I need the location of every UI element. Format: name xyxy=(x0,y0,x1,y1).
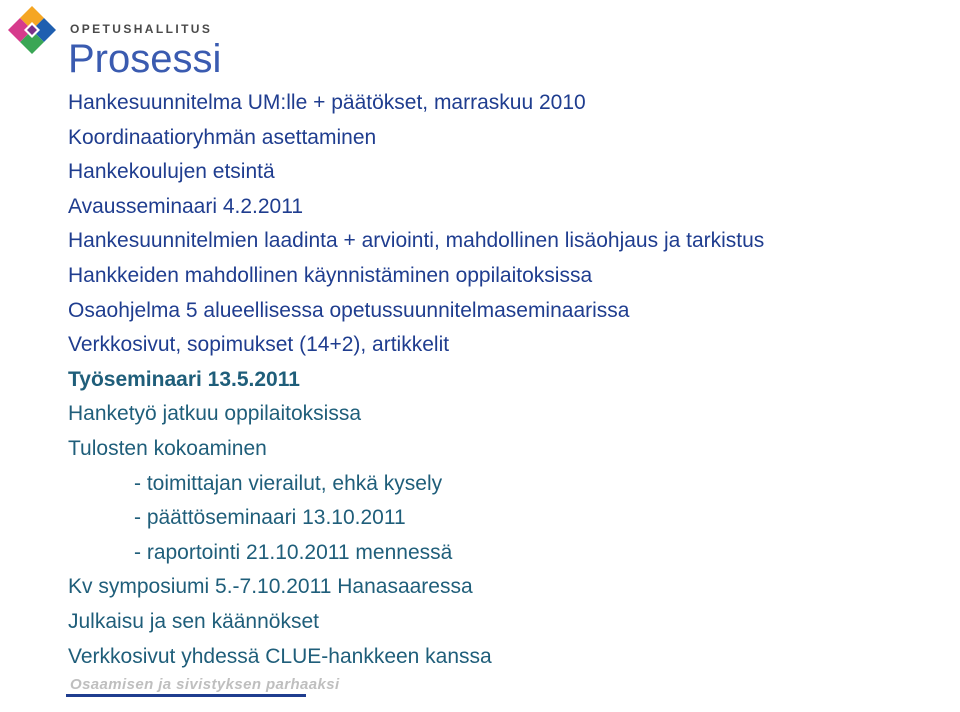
footer-slogan: Osaamisen ja sivistyksen parhaaksi xyxy=(70,676,340,693)
process-line: - päättöseminaari 13.10.2011 xyxy=(134,506,406,530)
process-line: Verkkosivut, sopimukset (14+2), artikkelit xyxy=(68,333,450,357)
process-line: Hankkeiden mahdollinen käynnistäminen oppilaitoksissa xyxy=(68,263,593,287)
process-line: Julkaisu ja sen käännökset xyxy=(68,609,319,633)
footer-underline xyxy=(66,694,306,697)
process-line: - toimittajan vierailut, ehkä kysely xyxy=(134,471,443,495)
process-line: Työseminaari 13.5.2011 xyxy=(68,367,300,391)
process-line: Osaohjelma 5 alueellisessa opetussuunnitelmaseminaarissa xyxy=(68,298,630,322)
process-line: - raportointi 21.10.2011 mennessä xyxy=(134,540,453,564)
process-line: Avausseminaari 4.2.2011 xyxy=(68,194,304,218)
process-line: Koordinaatioryhmän asettaminen xyxy=(68,125,377,149)
process-line: Tulosten kokoaminen xyxy=(68,436,267,460)
process-line: Hanketyö jatkuu oppilaitoksissa xyxy=(68,402,361,426)
process-line: Hankesuunnitelmien laadinta + arviointi, mahdollinen lisäohjaus ja tarkistus xyxy=(68,229,765,253)
process-list xyxy=(68,86,948,674)
process-line: Hankesuunnitelma UM:lle + päätökset, marraskuu 2010 xyxy=(68,91,586,114)
page-title: Prosessi xyxy=(68,37,222,81)
opetushallitus-logo-icon xyxy=(6,4,58,56)
process-line: Hankekoulujen etsintä xyxy=(68,160,275,184)
process-line: Kv symposiumi 5.-7.10.2011 Hanasaaressa xyxy=(68,575,473,599)
org-name: OPETUSHALLITUS xyxy=(70,22,213,36)
process-line: Verkkosivut yhdessä CLUE-hankkeen kanssa xyxy=(68,644,492,668)
